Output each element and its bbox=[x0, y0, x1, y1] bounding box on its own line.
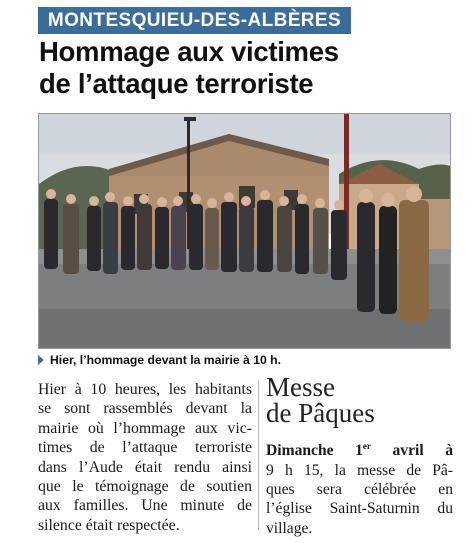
sidebar-title bbox=[266, 374, 375, 426]
body-line: se sont rassemblés devant la bbox=[38, 400, 252, 418]
sidebar-lead-line bbox=[266, 437, 453, 461]
photo-caption bbox=[38, 353, 458, 368]
sidebar-lead-rest: avril à bbox=[370, 442, 453, 460]
sidebar-line: ques sera célébrée en bbox=[266, 481, 453, 498]
headline-line-1: Hommage aux victimes bbox=[39, 36, 339, 67]
sidebar-line: l’église Saint-Saturnin du bbox=[266, 500, 453, 518]
body-line: dans l’Aude était rendu ainsi bbox=[38, 458, 252, 476]
body-line: times de l’attaque terroriste bbox=[38, 439, 252, 457]
body-line: que le témoignage de soutien bbox=[38, 478, 252, 496]
body-line: mairie où l’hommage aux vic- bbox=[38, 419, 252, 437]
sidebar-title-line-1: Messe bbox=[266, 372, 335, 402]
headline-line-2: de l’attaque terroriste bbox=[39, 68, 314, 99]
caption-text: Hier, l’hommage devant la mairie à 10 h. bbox=[50, 353, 281, 367]
sidebar-lead-sup: er bbox=[362, 441, 371, 451]
article-body bbox=[38, 380, 252, 535]
sidebar-line: 9 h 15, la messe de Pâ- bbox=[266, 461, 453, 479]
sidebar-line: village. bbox=[266, 519, 313, 537]
column-divider bbox=[258, 380, 259, 530]
sidebar-lead: Dimanche 1 bbox=[266, 442, 363, 460]
sidebar-text bbox=[266, 437, 453, 538]
article-headline bbox=[39, 36, 459, 100]
body-line: aux familles. Une minute de bbox=[38, 497, 252, 515]
body-line: Hier à 10 heures, les habitants bbox=[38, 381, 252, 398]
section-kicker: MONTESQUIEU-DES-ALBÈRES bbox=[38, 7, 351, 34]
body-line: silence était respectée. bbox=[38, 516, 180, 534]
article-photo bbox=[38, 113, 451, 349]
caption-marker-icon bbox=[38, 355, 44, 365]
sidebar-title-line-2: de Pâques bbox=[266, 398, 375, 428]
